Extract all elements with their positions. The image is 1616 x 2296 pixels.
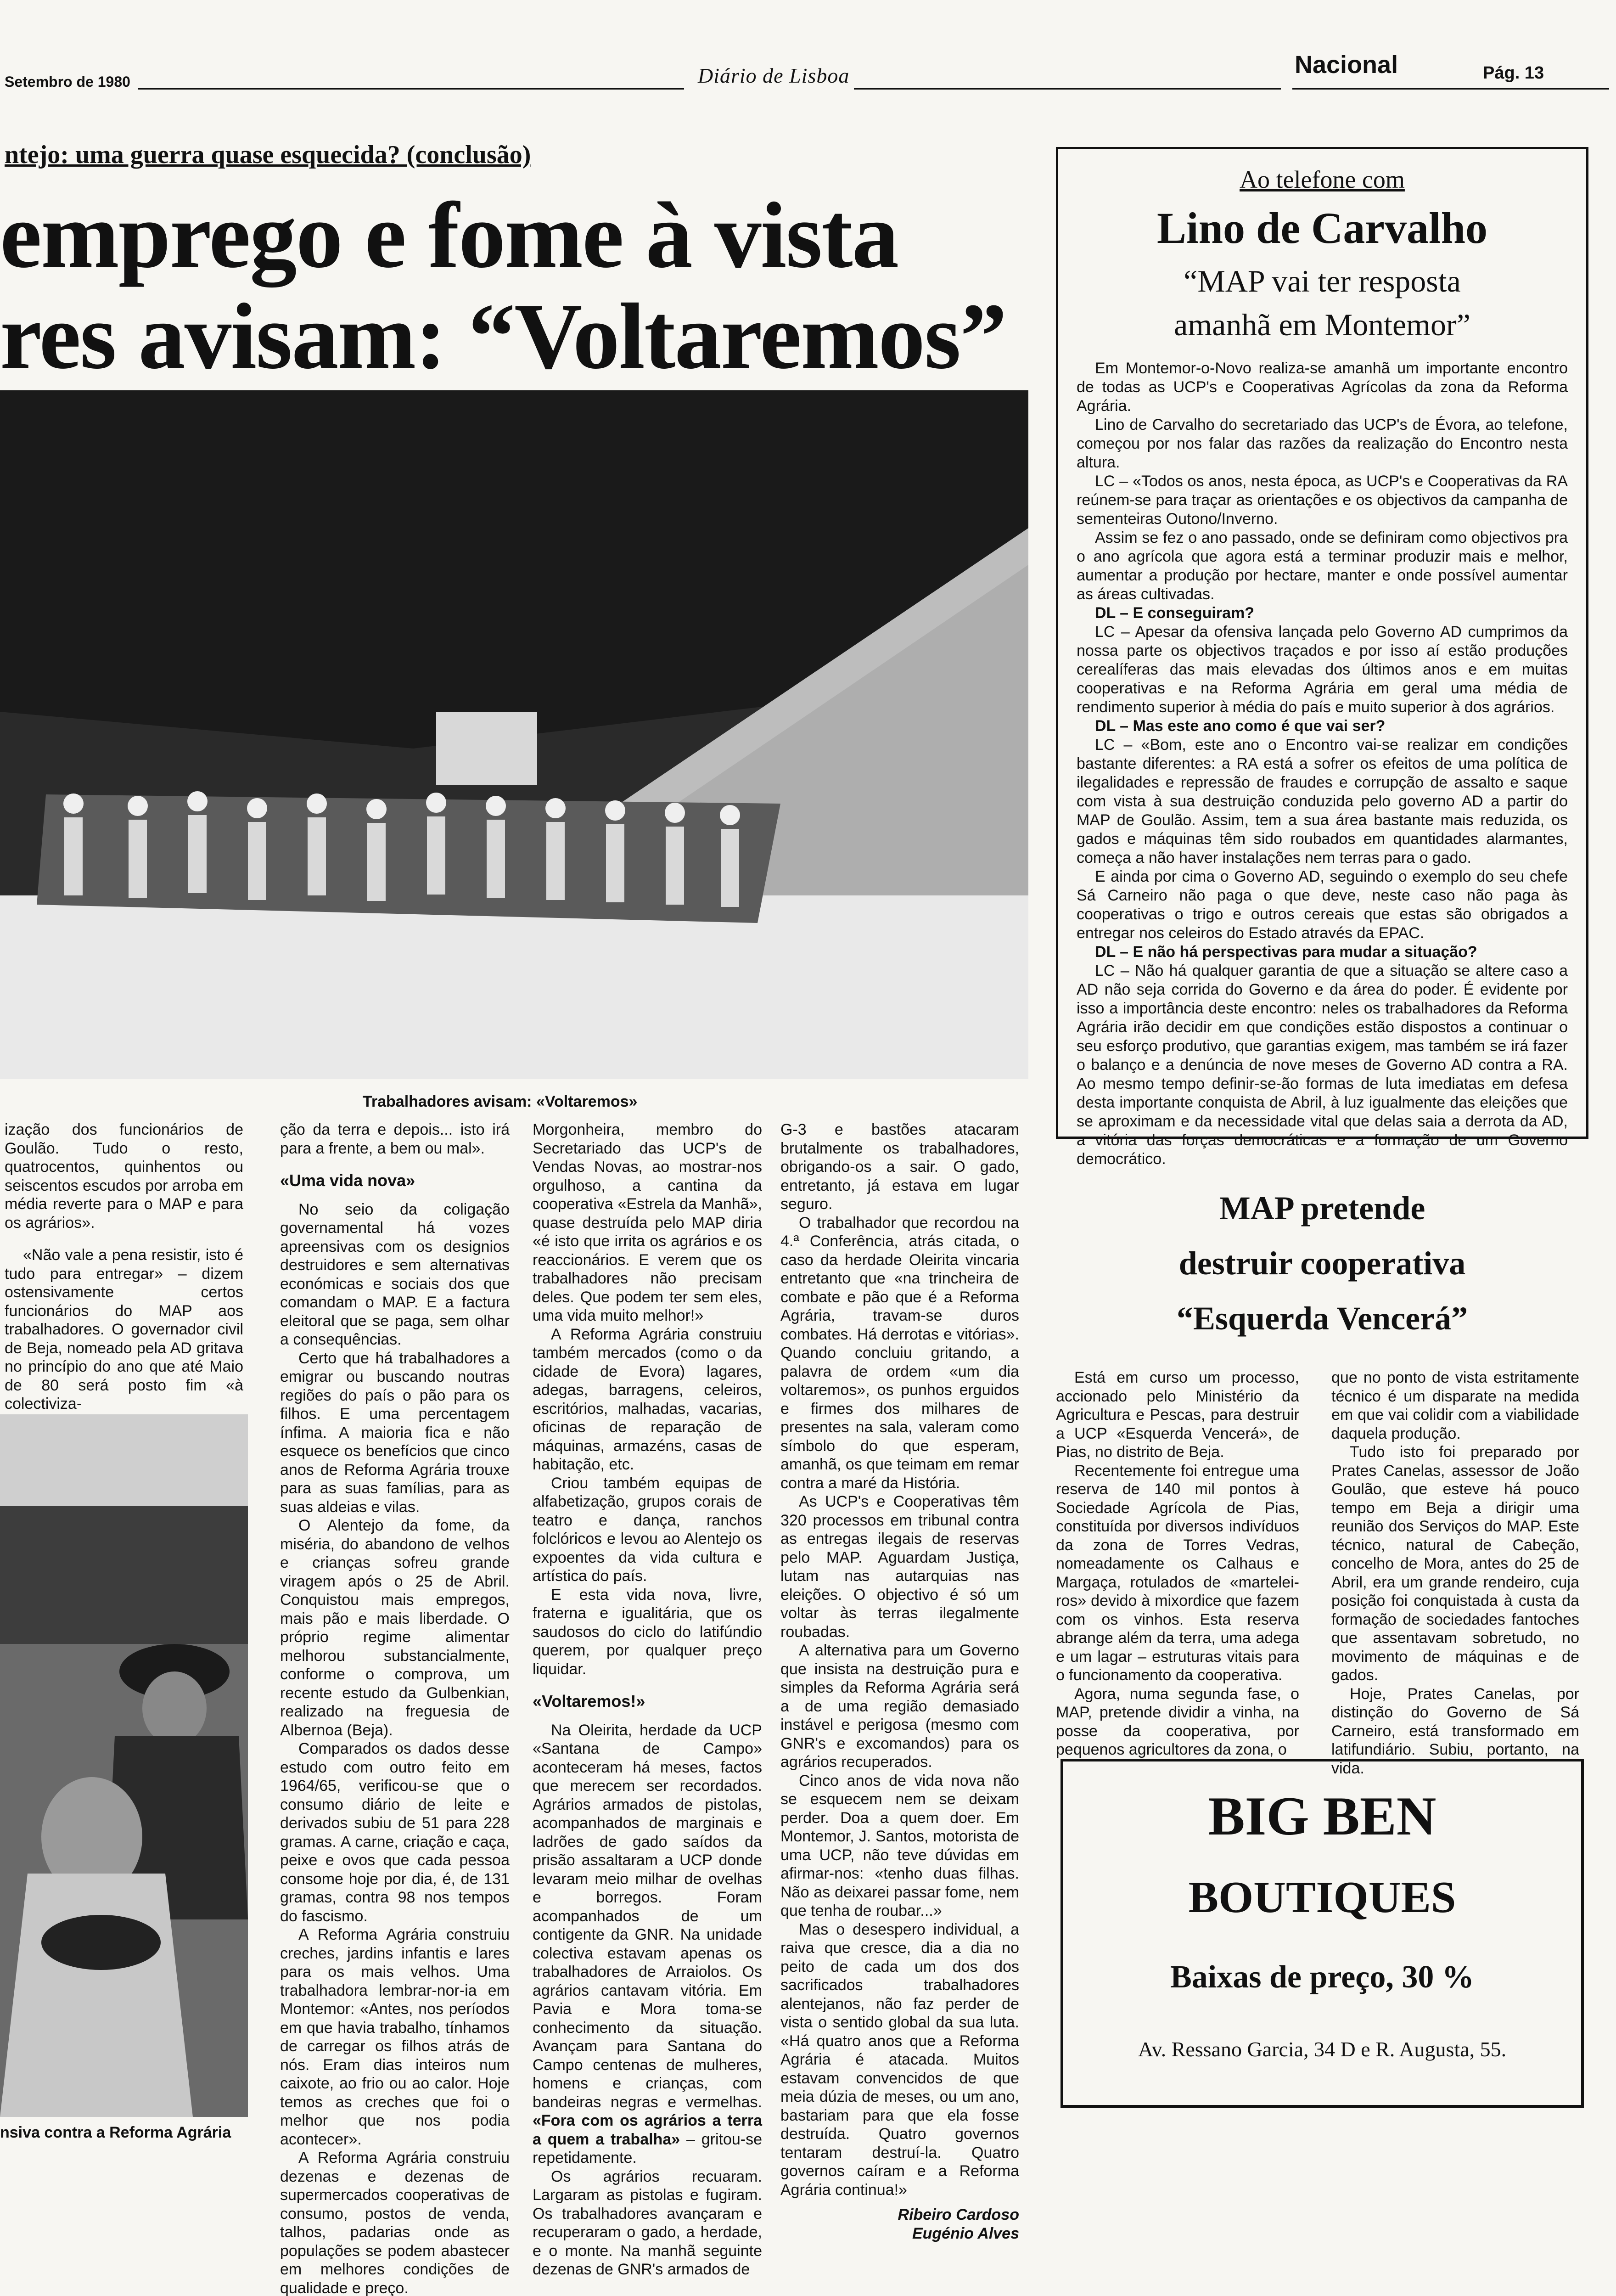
interview-para: Lino de Carvalho do secretariado das UCP's de Évora, ao telefone, começou por nos falar das razões da realização do Encontro nesta altura. [1077, 416, 1568, 471]
article-col4 [780, 1120, 1019, 2243]
photo-march [0, 390, 1028, 1079]
article-col2-para: A Reforma Agrária construiu creches, jardins infantis e lares para os mais velhos. Uma trabalhadora lembrar-nor-ia em Montemor: «Antes, nos períodos em que havia trabalho, tínhamos de carregar os filhos atrás de nós. Eram dias inteiros num caixote, ao frio ou ao calor. Hoje temos as creches que foi o melhor que nos podia acontecer». [280, 1926, 510, 2148]
slogan-quote: «Fora com os agrários a terra a quem a trabalha» [533, 2112, 762, 2148]
interview-box [1056, 147, 1588, 1168]
interview-answer: LC – «Todos os anos, nesta época, as UCP's e Cooperativas da RA reúnem-se para traçar as orientações e os objectivos da campanha de sementeiras Outono/Inverno. [1077, 473, 1568, 528]
article-col3-para [533, 1721, 762, 2167]
interview-answer: LC – «Bom, este ano o Encontro vai-se realizar em condições bastante diferentes: a RA está a sofrer os efeitos de uma política de ilegalidades e repressão de fraudes e corrupção de assalto e saque com vista à sua destruição conduzida pelo governo AD a partir do MAP de Goulão. Assim, tem a sua área bastante mais reduzida, os gados e máquinas têm sido roubados em quantidades alarmantes, começa a não haver instalações nem terras para o gado. [1077, 736, 1568, 867]
article-col3-para: A Reforma Agrária construiu também mercados (como o da cidade de Evora) lagares, adegas, barragens, celeiros, escritórios, malhadas, vacarias, oficinas de reparação de máquinas, armazéns, casas de habitação, etc. [533, 1325, 762, 1473]
article-col3-para: E esta vida nova, livre, fraterna e igualitária, que os saudosos do ciclo do latifúndio querem, por qualquer preço liquidar. [533, 1586, 762, 1678]
article-col4-para: As UCP's e Cooperativas têm 320 processos em tribunal contra as entregas ilegais de reservas pelo MAP. Aguardam Justiça, lutam nas autarquias nas eleições. O objectivo é só um voltar às terras ilegalmente roubadas. [780, 1493, 1019, 1641]
ad-offer: Baixas de preço, 30 % [1170, 1959, 1474, 1995]
byline [780, 2206, 1019, 2243]
masthead-rule-left [138, 88, 684, 90]
masthead-section: Nacional [1295, 51, 1398, 79]
ad-type: BOUTIQUES [1188, 1873, 1456, 1922]
photo-women-caption: nsiva contra a Reforma Agrária [0, 2124, 231, 2141]
article-col2-para: No seio da coligação governamental há vozes apreensivas com os designios destruidores e sem alternativas económicas e sociais dos que comandam o MAP. E a factura eleitoral que se paga, sem olhar a consequências. [280, 1200, 510, 1348]
interview-quote-line2: amanhã em Montemor” [1174, 307, 1470, 342]
interview-quote-line1: “MAP vai ter resposta [1184, 264, 1461, 298]
article-col1 [5, 1120, 243, 1413]
article-col4-para: O trabalhador que recordou na 4.ª Conferência, atrás citada, o caso da herdade Oleirita vincaria entretanto que «na trincheira de combate e pão que é a Reforma Agrária, travam-se duros combates. Há derrotas e vitórias». Quando concluiu gritando, a palavra de ordem «um dia voltaremos», os punhos erguidos e firmes dos milhares de presentes na sala, valeram como símbolo do que esperam, amanhã, os que teimam em remar contra a maré da História. [780, 1214, 1019, 1492]
map-para: Recentemente foi entregue uma reserva de 140 mil pontos à Sociedade Agrícola de Pias, constituída por diversos indivíduos da zona de Torres Vedras, nomeadamente os Calhaus e Margaça, rotulados de «martelei-ros» devido à mixordice que fazem com os vinhos. Esta reserva abrange além da terra, uma adega e um lagar – estruturas vitais para o funcionamento da cooperativa. [1056, 1462, 1299, 1684]
byline-author: Ribeiro Cardoso [898, 2206, 1019, 2223]
article-col2-lead: ção da terra e depois... isto irá para a frente, a bem ou mal». [280, 1121, 510, 1157]
article-col4-para: G-3 e bastões atacaram brutalmente os trabalhadores, obrigando-os a sair. O gado, entretanto, já estava em lugar seguro. [780, 1121, 1019, 1213]
map-title-line1: MAP pretende [1219, 1190, 1425, 1227]
article-col4-para: A alternativa para um Governo que insista na destruição pura e simples da Reforma Agrária será a de uma região demasiado instável e perigosa (mesmo com GNR's e excomandos) para os agrários recuperados. [780, 1642, 1019, 1771]
interview-answer: Assim se fez o ano passado, onde se definiram como objectivos pra o ano agrícola que agora está a terminar produzir mais e melhor, aumentar a produção por hectare, manter e onde possível aumentar as áreas cultivadas. [1077, 529, 1568, 603]
masthead-date: Setembro de 1980 [5, 73, 130, 90]
interview-body [1077, 359, 1568, 1169]
subhead-voltaremos: «Voltaremos!» [533, 1692, 645, 1711]
article-col2-para: Comparados os dados desse estudo com outro feito em 1964/65, verificou-se que o consumo diário de leite e derivados subiu de 51 para 228 gramas. A carne, criação e caça, peixe e ovos que cada pessoa consome hoje por dia, é, de 131 gramas, contra 98 nos tempos do fascismo. [280, 1740, 510, 1925]
photo-march-caption: Trabalhadores avisam: «Voltaremos» [363, 1093, 638, 1110]
article-col3-para: Morgonheira, membro do Secretariado das UCP's de Vendas Novas, ao mostrar-nos orgulhoso, a cantina da cooperativa «Estrela da Manhã», quase destruída pelo MAP diria «é isto que irrita os agrários e os reaccionários. E verem que os trabalhadores não precisam deles. Que podem ter sem eles, uma vida muito melhor!» [533, 1121, 762, 1324]
interview-kicker: Ao telefone com [1240, 166, 1405, 193]
interview-question [1077, 943, 1568, 962]
map-para: Hoje, Prates Canelas, por distinção do Governo de Sá Carneiro, está transformado em latifundiário. Subiu, portanto, na vida. [1331, 1685, 1579, 1777]
article-col3-para: Os agrários recuaram. Largaram as pistolas e fugiram. Os trabalhadores avançaram e recuperaram o gado, a herdade, e o monte. Na manhã seguinte dezenas de GNR's armados de [533, 2167, 762, 2278]
map-para: Agora, numa segunda fase, o MAP, pretende dividir a vinha, na posse da cooperativa, por pequenos agricultores da zona, o [1056, 1685, 1299, 1758]
article-col3-text: – gritou-se repetidamente. [533, 2130, 762, 2167]
photo-women [0, 1414, 248, 2117]
article-col1-para: «Não vale a pena resistir, isto é tudo para entregar» – dizem ostensivamente certos funcionários do MAP aos trabalhadores. O governador civil de Beja, nomeado pela AD gritava no princípio do ano que até Maio de 80 será posto fim «à colectiviza- [5, 1246, 243, 1412]
ad-brand: BIG BEN [1208, 1785, 1436, 1846]
article-col3-para: Criou também equipas de alfabetização, grupos corais de teatro e dança, ranchos folclóricos e levou ao Alentejo os expoentes da vida cultura e artística do país. [533, 1474, 762, 1585]
article-col3 [533, 1120, 762, 2279]
map-col-a [1056, 1368, 1299, 1759]
interview-question [1077, 604, 1568, 623]
masthead-rule-mid [854, 88, 1281, 90]
ad-big-ben [1060, 1759, 1584, 2108]
masthead-paper: Diário de Lisboa [698, 64, 850, 87]
interview-question [1077, 717, 1568, 736]
interview-answer: LC – Apesar da ofensiva lançada pelo Governo AD cumprimos da nossa parte os objectivos traçados e por isso aí estão produções cerealíferas das mais elevadas dos últimos anos e em muitas cooperativas e na Reforma Agrária em geral uma média de rendimento superior à média do país e muito superior à dos agrários. [1077, 623, 1568, 716]
byline-author: Eugénio Alves [912, 2224, 1019, 2242]
interview-para: Em Montemor-o-Novo realiza-se amanhã um importante encontro de todas as UCP's e Cooperativas Agrícolas da zona da Reforma Agrária. [1077, 360, 1568, 415]
interview-answer: E ainda por cima o Governo AD, seguindo o exemplo do seu chefe Sá Carneiro não paga o que deve, neste caso não paga às cooperativas o trigo e outros cereais que estas são obrigados a entregar nos celeiros do Estado através da EPAC. [1077, 868, 1568, 942]
ad-address: Av. Ressano Garcia, 34 D e R. Augusta, 55. [1138, 2037, 1507, 2061]
article-col3-text: Na Oleirita, herdade da UCP «Santana de Campo» aconteceram há meses, factos que merecem ser recordados. Agrários armados de pistolas, acompanhados de marginais e ladrões de gado saídos da prisão assaltaram a UCP donde levaram meio milhar de ovelhas e borregos. Foram acompanhados de um contigente da GNR. Na unidade colectiva estavam apenas os trabalhadores de Arraiolos. Os agrários cantavam vitória. Em Pavia e Mora toma-se conhecimento da situação. Avançam para Santana do Campo centenas de mulheres, homens e crianças, com bandeiras negras e vermelhas. [533, 1721, 762, 2111]
interview-name: Lino de Carvalho [1156, 203, 1488, 253]
interview-question-text: DL – Mas este ano como é que vai ser? [1095, 717, 1386, 735]
masthead-rule-right [1292, 88, 1609, 90]
article-col1-para: ização dos funcionários de Goulão. Tudo o resto, quatrocentos, quinhentos ou seiscentos escudos por arroba em média reverte para o MAP e para os agrários». [5, 1121, 243, 1232]
article-col2 [280, 1120, 510, 2296]
map-col-b [1331, 1368, 1579, 1778]
headline-line1: emprego e fome à vista [0, 183, 898, 287]
article-col2-para: O Alentejo da fome, da miséria, do abandono de velhos e crianças sofreu grande viragem após o 25 de Abril. Conquistou mais empregos, mais pão e mais liberdade. O próprio regime alimentar melhorou substancialmente, conforme o comprova, um recente estudo da Gulbenkian, realizado na freguesia de Albernoa (Beja). [280, 1517, 510, 1739]
article-col4-para: Cinco anos de vida nova não se esquecem nem se deixam perder. Doa a quem doer. Em Montemor, J. Santos, motorista de uma UCP, não teve dúvidas em afirmar-nos: «tenho duas filhas. Não as deixarei passar fome, nem que tenha de roubar...» [780, 1772, 1019, 1919]
kicker: ntejo: uma guerra quase esquecida? (conclusão) [5, 141, 531, 169]
article-col2-para: Certo que há trabalhadores a emigrar ou buscando noutras regiões do país o pão para os filhos. E uma percentagem ínfima. A maioria fica e não esquece os benefícios que cinco anos de Reforma Agrária trouxe para as suas famílias, para as suas aldeias e vilas. [280, 1349, 510, 1516]
map-title-line2: destruir cooperativa [1178, 1245, 1466, 1282]
map-title-line3: “Esquerda Vencerá” [1176, 1300, 1468, 1337]
interview-question-text: DL – E não há perspectivas para mudar a situação? [1095, 943, 1477, 961]
masthead-page: Pág. 13 [1483, 63, 1544, 83]
article-col4-para: Mas o desespero individual, a raiva que cresce, dia a dia no peito de cada um dos dos sacrificados trabalhadores alentejanos, não faz perder de vista o sentido global da sua luta. «Há quatro anos que a Reforma Agrária é atacada. Muitos estavam convencidos de que meia dúzia de meses, ou um ano, bastariam para que ela fosse destruída. Quatro governos tentaram destruí-la. Quatro governos caíram e a Reforma Agrária continua!» [780, 1920, 1019, 2199]
headline-line2: res avisam: “Voltaremos” [0, 284, 1006, 388]
map-para: Tudo isto foi preparado por Prates Canelas, assessor de João Goulão, que esteve há pouco tempo em Beja a dirigir uma reunião dos Serviços do MAP. Este técnico, natural de Cabeção, concelho de Mora, antes do 25 de Abril, era um grande rendeiro, cuja posição foi conquistada à custa da formação de sociedades fantoches que assentavam sobretudo, no movimento de máquinas e de gados. [1331, 1443, 1579, 1684]
interview-answer: LC – Não há qualquer garantia de que a situação se altere caso a AD não seja corrida do Governo e da área do poder. É evidente por isso a importância deste encontro: neles os trabalhadores da Reforma Agrária irão decidir em que condições estão dispostos a continuar o seu esforço produtivo, que garantias exigem, mas também se irá fazer o balanço e a denúncia de nove meses de Governo AD contra a RA. Ao mesmo tempo definir-se-ão formas de luta imediatas em defesa desta importante conquista de Abril, à luz igualmente das eleições que se aproximam e da necessidade vital que delas saia a derrota da AD, a vitória das forças democráticas e a formação de um Governo democrático. [1077, 962, 1568, 1168]
photo-march-image [0, 390, 1028, 1079]
map-para: Está em curso um processo, accionado pelo Ministério da Agricultura e Pescas, para destruir a UCP «Esquerda Vencerá», de Pias, no distrito de Beja. [1056, 1369, 1299, 1461]
photo-women-image [0, 1414, 248, 2117]
article-col2-para: A Reforma Agrária construiu dezenas e dezenas de supermercados cooperativas de consumo, postos de venda, talhos, padarias onde as populações se podem abastecer em melhores condições de qualidade e preço. [280, 2149, 510, 2296]
map-para: que no ponto de vista estritamente técnico é um disparate na medida em que vai colidir com a viabilidade daquela produção. [1331, 1369, 1579, 1442]
interview-question-text: DL – E conseguiram? [1095, 604, 1255, 622]
subhead-vida-nova: «Uma vida nova» [280, 1171, 415, 1190]
